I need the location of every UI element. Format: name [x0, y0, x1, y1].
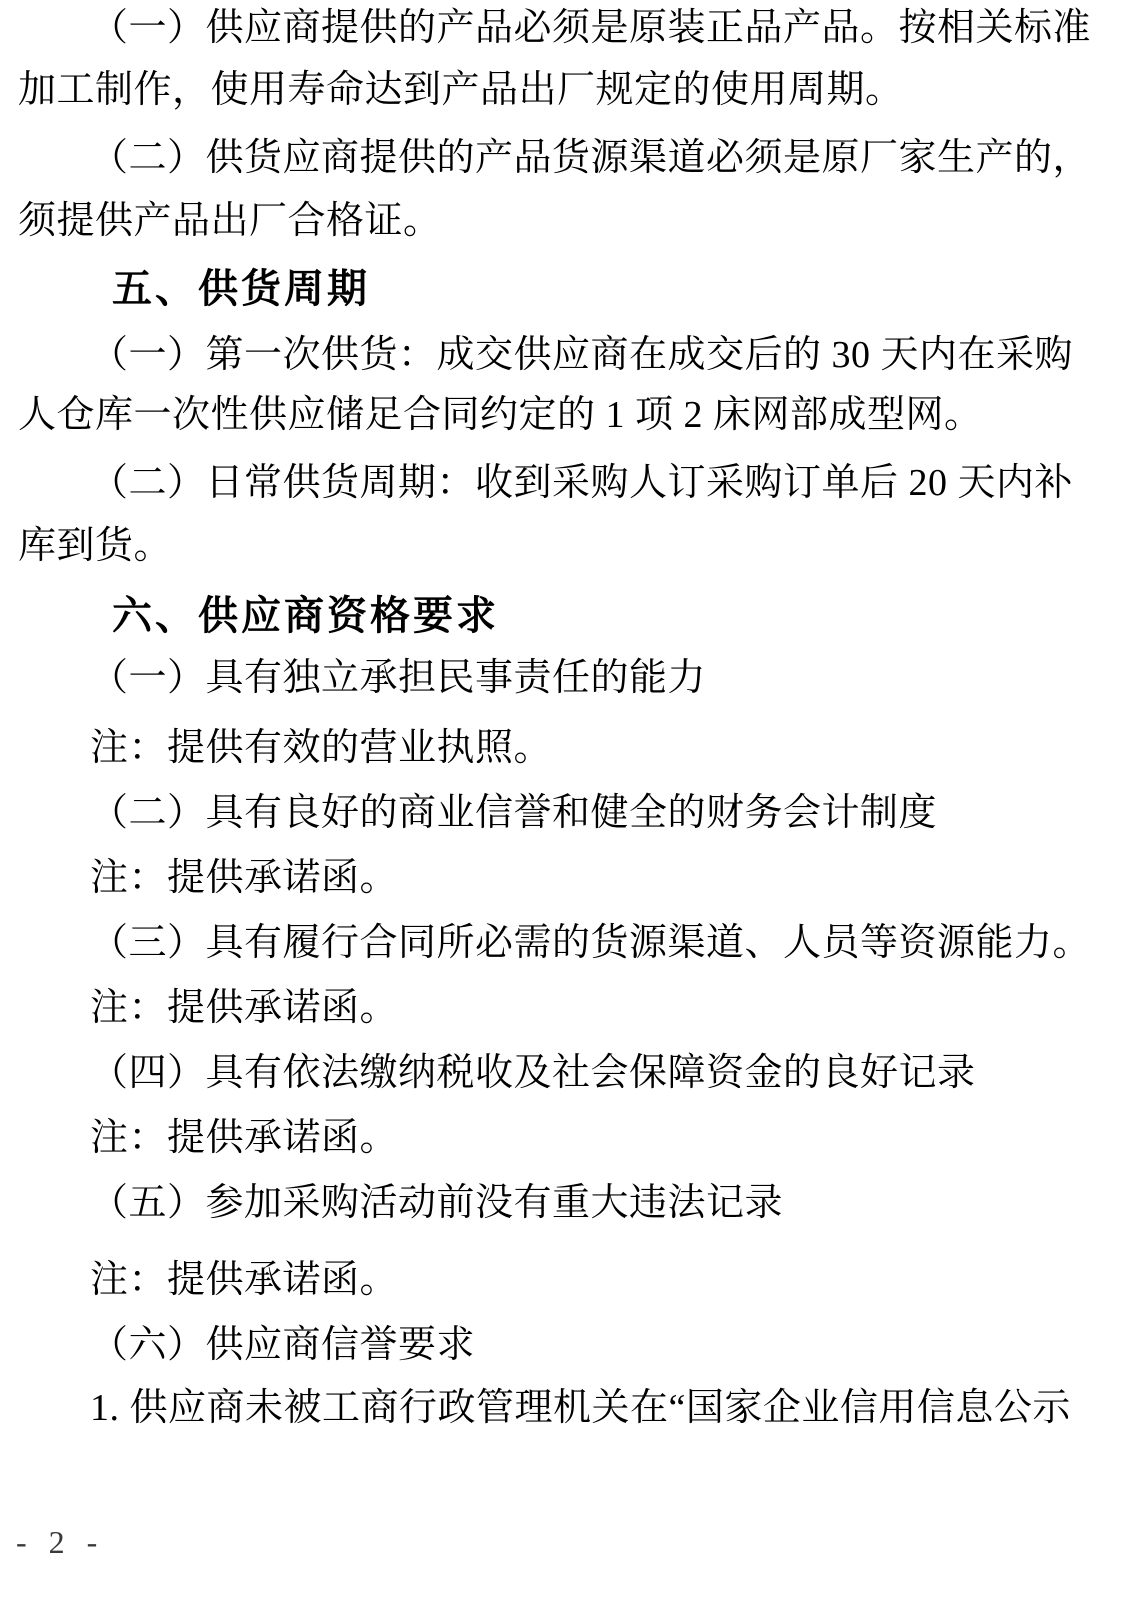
text-line: （二）具有良好的商业信誉和健全的财务会计制度	[90, 792, 938, 834]
text-line: （二）日常供货周期：收到采购人订采购订单后 20 天内补	[90, 462, 1074, 504]
text-line: （四）具有依法缴纳税收及社会保障资金的良好记录	[90, 1052, 976, 1094]
text-line: 加工制作，使用寿命达到产品出厂规定的使用周期。	[18, 69, 904, 111]
text-line: （一）供应商提供的产品必须是原装正品产品。按相关标准	[90, 7, 1092, 49]
text-line: 注：提供承诺函。	[90, 1117, 399, 1159]
text-line: 注：提供承诺函。	[90, 857, 399, 899]
text-line: 1. 供应商未被工商行政管理机关在“国家企业信用信息公示	[90, 1387, 1071, 1429]
text-line: （六）供应商信誉要求	[90, 1324, 476, 1366]
text-line: （三）具有履行合同所必需的货源渠道、人员等资源能力。	[90, 922, 1092, 964]
text-line: （一）第一次供货：成交供应商在成交后的 30 天内在采购	[90, 334, 1074, 376]
text-line: 注：提供承诺函。	[90, 1259, 399, 1301]
text-line: 注：提供有效的营业执照。	[90, 727, 553, 769]
section-heading: 五、供货周期	[112, 267, 370, 311]
text-line: （二）供货应商提供的产品货源渠道必须是原厂家生产的，	[90, 137, 1092, 179]
text-line: 库到货。	[18, 525, 173, 567]
text-line: 须提供产品出厂合格证。	[18, 200, 442, 242]
text-line: 人仓库一次性供应储足合同约定的 1 项 2 床网部成型网。	[18, 394, 983, 436]
text-line: 注：提供承诺函。	[90, 987, 399, 1029]
page-number: - 2 -	[16, 1524, 105, 1560]
section-heading: 六、供应商资格要求	[112, 594, 499, 638]
text-line: （五）参加采购活动前没有重大违法记录	[90, 1182, 784, 1224]
text-line: （一）具有独立承担民事责任的能力	[90, 657, 707, 699]
